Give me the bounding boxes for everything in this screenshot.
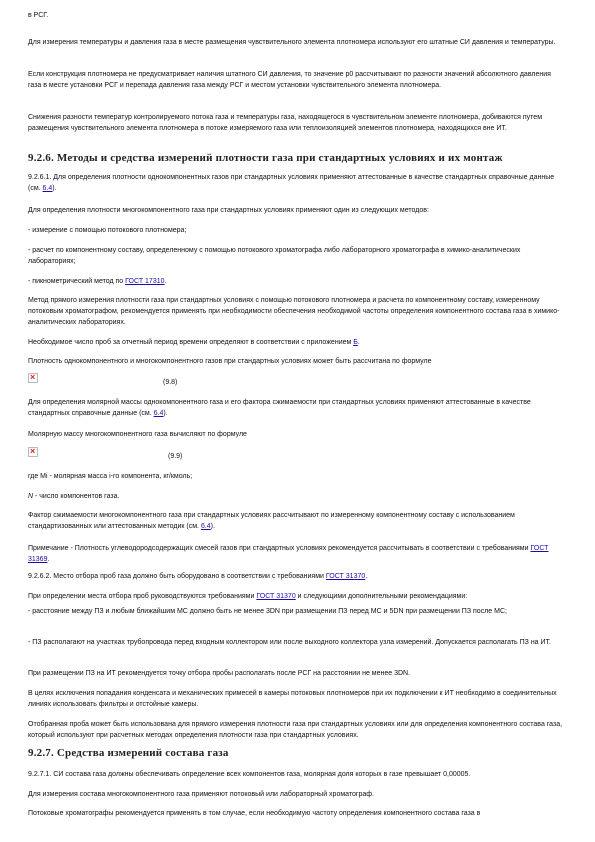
paragraph: Фактор сжимаемости многокомпонентного газа при стандартных условиях рассчитывают по измеренному компонентному составу с использованием стандартизованных или аттестованных методик (см. 6.4). (28, 512, 515, 530)
paragraph: При определении места отбора проб руководствуются требованиями ГОСТ 31370 и следующими дополнительными рекомендациями: (28, 593, 468, 600)
paragraph: Для определения молярной массы однокомпонентного газа и его фактора сжимаемости при стандартных условиях применяют аттестованные в качестве стандартных справочные данные (см. 6.4). (28, 399, 531, 417)
paragraph: Для измерения состава многокомпонентного газа применяют потоковый или лабораторный хроматограф. (28, 791, 374, 798)
formula-image (28, 373, 38, 383)
list-item: - пикнометрический метод по ГОСТ 17310. (28, 278, 167, 285)
gost-link[interactable]: ГОСТ 31369 (28, 545, 549, 563)
reference-link[interactable]: 6.4 (42, 185, 53, 192)
paragraph: Плотность однокомпонентного и многокомпонентного газов при стандартных условиях может быть рассчитана по формуле (28, 358, 432, 365)
paragraph: Необходимое число проб за отчетный период времени определяют в соответствии с приложением Б. (28, 339, 360, 346)
list-item: - измерение с помощью потокового плотномера; (28, 227, 187, 234)
paragraph: Молярную массу многокомпонентного газа вычисляют по формуле (28, 431, 247, 438)
reference-link[interactable]: 6.4 (153, 410, 164, 417)
formula-number: (9.9) (168, 453, 183, 460)
paragraph: 9.2.7.1. СИ состава газа должны обеспечивать определение всех компонентов газа, молярная доля которых в газе превышает 0,00005. (28, 771, 471, 778)
list-item: - ПЗ располагают на участках трубопровода перед входным коллектором или после выходного коллектора узла измерений. Допускается располагать ПЗ на ИТ. (28, 639, 552, 646)
paragraph: Метод прямого измерения плотности газа при стандартных условиях с помощью потокового плотномера и расчета по компонентному составу, измеренному потоковым хроматографом, рекомендуется применять при необходимости обеспечения необходимой частоты определения компонентного состава газа в химико-аналитических лабораториях. (28, 297, 560, 326)
appendix-link[interactable]: Б (353, 339, 358, 346)
paragraph: Потоковые хроматографы рекомендуется применять в том случае, если необходимую частоту определения компонентного состава газа в (28, 810, 481, 817)
gost-link[interactable]: ГОСТ 31370 (256, 593, 296, 600)
broken-image-icon (28, 447, 38, 457)
section-heading: 9.2.6. Методы и средства измерений плотности газа при стандартных условиях и их монтаж (28, 152, 503, 164)
paragraph: Для измерения температуры и давления газа в месте размещения чувствительного элемента плотномера используют его штатные СИ давления и температуры. (28, 39, 556, 46)
paragraph: При размещении ПЗ на ИТ рекомендуется точку отбора пробы располагать после РСГ на расстоянии не менее 3DN. (28, 670, 411, 677)
paragraph: Для определения плотности многокомпонентного газа при стандартных условиях применяют один из следующих методов: (28, 207, 429, 214)
paragraph: 9.2.6.2. Место отбора проб газа должно быть оборудовано в соответствии с требованиями ГОСТ 31370. (28, 573, 368, 580)
note: Примечание - Плотность углеводородсодержащих смесей газов при стандартных условиях рекомендуется рассчитывать в соответствии с требованиями ГОСТ 31369. (28, 545, 549, 563)
gost-link[interactable]: ГОСТ 31370 (325, 573, 366, 580)
list-item: - расчет по компонентному составу, определенному с помощью потокового хроматографа либо лабораторного хроматографа в химико-аналитических лабораториях; (28, 247, 521, 265)
paragraph: в РСГ. (28, 12, 49, 19)
section-heading: 9.2.7. Средства измерений состава газа (28, 747, 229, 759)
list-item: - расстояние между ПЗ и любым ближайшим МС должно быть не менее 3DN при размещении ПЗ перед МС и 5DN при размещении ПЗ после МС; (28, 608, 507, 615)
formula-image (28, 447, 38, 457)
paragraph: Если конструкция плотномера не предусматривает наличия штатного СИ давления, то значение р0 рассчитывают по разности значений абсолютного давления газа в месте установки РСГ и перепада давления газа между РСГ и местом установки чувствительного элемента плотномера. (28, 71, 551, 89)
paragraph: где Mi - молярная масса i-го компонента, кг/кмоль; (28, 473, 193, 480)
formula-number: (9.8) (163, 379, 178, 386)
gost-link[interactable]: ГОСТ 17310 (125, 278, 165, 285)
broken-image-icon (28, 373, 38, 383)
paragraph: 9.2.6.1. Для определения плотности однокомпонентных газов при стандартных условиях применяют аттестованные в качестве стандартных справочные данные (см. 6.4). (28, 174, 555, 192)
paragraph: В целях исключения попадания конденсата и механических примесей в камеры потоковых плотномеров при их подключении к ИТ необходимо в соединительных линиях использовать фильтры и отстойные камеры. (28, 690, 557, 708)
paragraph: N - число компонентов газа. (28, 493, 120, 500)
paragraph: Снижения разности температур контролируемого потока газа и температуры газа, находящегося в чувствительном элементе плотномера, добиваются путем размещения чувствительного элемента плотномера в потоке измеряемого газа или теплоизоляцией элементов плотномера, находящихся вне ИТ. (28, 114, 543, 132)
reference-link[interactable]: 6.4 (200, 523, 211, 530)
paragraph: Отобранная проба может быть использована для прямого измерения плотности газа при стандартных условиях или для определения компонентного состава газа, который используют при расчетных методах определения плотности газа при стандартных условиях. (28, 721, 563, 739)
